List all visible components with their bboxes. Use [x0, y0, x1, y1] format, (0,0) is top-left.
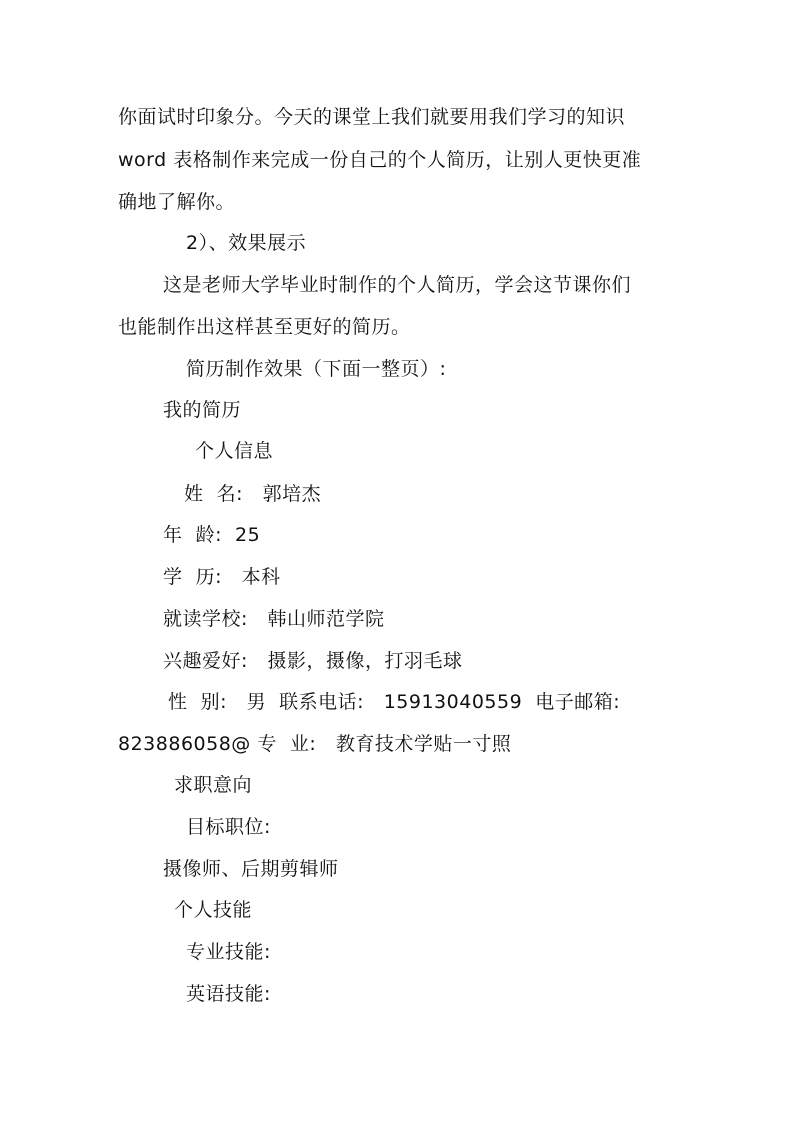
resume-field-education: 学 历: 本科: [163, 566, 281, 588]
paragraph-line: 确地了解你。: [118, 191, 236, 213]
paragraph-line: 简历制作效果（下面一整页）:: [186, 358, 447, 380]
resume-section-personal-info: 个人信息: [195, 440, 274, 462]
resume-field-name: 姓 名: 郭培杰: [184, 483, 322, 505]
paragraph-line: word 表格制作来完成一份自己的个人简历，让别人更快更准: [118, 149, 642, 171]
paragraph-line: 也能制作出这样甚至更好的简历。: [118, 316, 411, 338]
resume-field-hobbies: 兴趣爱好: 摄影，摄像，打羽毛球: [163, 650, 463, 672]
resume-field-age: 年 龄: 25: [163, 524, 261, 546]
paragraph-line: 这是老师大学毕业时制作的个人简历，学会这节课你们: [163, 274, 632, 296]
resume-section-job-intention: 求职意向: [174, 774, 253, 796]
resume-field-english-skills: 英语技能:: [186, 983, 271, 1005]
resume-section-skills: 个人技能: [174, 899, 253, 921]
resume-field-school: 就读学校: 韩山师范学院: [163, 608, 385, 630]
resume-field-position-value: 摄像师、后期剪辑师: [163, 858, 339, 880]
resume-field-professional-skills: 专业技能:: [186, 941, 271, 963]
resume-field-gender-contact: 性 别: 男 联系电话: 15913040559 电子邮箱:: [168, 691, 621, 713]
resume-field-target-position: 目标职位:: [186, 816, 271, 838]
section-heading: 2）、效果展示: [186, 232, 307, 254]
resume-field-email-major: 823886058@ 专 业: 教育技术学贴一寸照: [118, 733, 512, 755]
paragraph-line: 你面试时印象分。今天的课堂上我们就要用我们学习的知识: [118, 106, 626, 128]
resume-title: 我的简历: [163, 399, 242, 421]
